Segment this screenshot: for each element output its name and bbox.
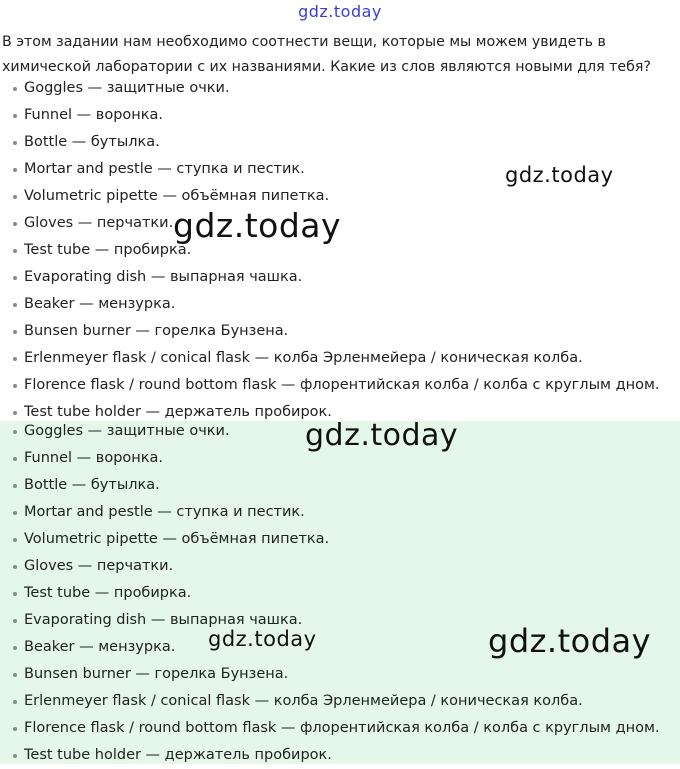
bullet-icon [13,754,17,758]
list-item [0,372,680,399]
bullet-icon [13,411,17,415]
top-watermark: gdz.today [298,2,382,21]
bullet-icon [13,114,17,118]
list-item [0,75,680,102]
list-item-text: Florence flask / round bottom flask — флорентийская колба / колба с круглым дном. [24,377,660,393]
list-item [0,661,680,688]
watermark: gdz.today [305,418,459,453]
bullet-icon [13,87,17,91]
list-item-text: Evaporating dish — выпарная чашка. [24,612,303,628]
bullet-icon [13,673,17,677]
bullet-icon [13,619,17,623]
list-item-text: Mortar and pestle — ступка и пестик. [24,504,305,520]
list-item-text: Mortar and pestle — ступка и пестик. [24,161,305,177]
list-item-text: Test tube — пробирка. [24,242,192,258]
bullet-icon [13,330,17,334]
list-item [0,129,680,156]
watermark: gdz.today [505,163,614,187]
bullet-icon [13,168,17,172]
intro-paragraph: В этом задании нам необходимо соотнести вещи, которые мы можем увидеть в химической лаборатории с их названиями. Какие из слов являются новыми для тебя? [2,34,651,75]
list-item-text: Beaker — мензурка. [24,639,176,655]
list-item-text: Volumetric pipette — объёмная пипетка. [24,531,330,547]
bullet-icon [13,646,17,650]
bullet-icon [13,195,17,199]
list-item [0,291,680,318]
bullet-icon [13,511,17,515]
watermark: gdz.today [173,206,342,245]
list-item [0,553,680,580]
bullet-icon [13,430,17,434]
list-item-text: Beaker — мензурка. [24,296,176,312]
list-item [0,345,680,372]
list-item-text: Bunsen burner — горелка Бунзена. [24,666,289,682]
list-item-text: Bottle — бутылка. [24,134,160,150]
bullet-icon [13,484,17,488]
list-item-text: Gloves — перчатки. [24,558,174,574]
list-item-text: Erlenmeyer flask / conical flask — колба Эрленмейера / коническая колба. [24,350,583,366]
watermark: gdz.today [208,627,317,651]
list-item-text: Erlenmeyer flask / conical flask — колба Эрленмейера / коническая колба. [24,693,583,709]
bullet-icon [13,700,17,704]
bullet-icon [13,303,17,307]
bullet-icon [13,565,17,569]
list-item-text: Goggles — защитные очки. [24,423,230,439]
list-item-text: Test tube holder — держатель пробирок. [24,747,332,763]
list-item [0,742,680,769]
bullet-icon [13,457,17,461]
bullet-icon [13,141,17,145]
bullet-icon [13,592,17,596]
vocabulary-list-highlighted [0,418,680,769]
list-item [0,102,680,129]
bullet-icon [13,357,17,361]
bullet-icon [13,276,17,280]
list-item-text: Test tube — пробирка. [24,585,192,601]
list-item [0,318,680,345]
list-item [0,472,680,499]
list-item-text: Volumetric pipette — объёмная пипетка. [24,188,330,204]
bullet-icon [13,727,17,731]
list-item-text: Test tube holder — держатель пробирок. [24,404,332,420]
watermark: gdz.today [488,622,652,660]
list-item-text: Goggles — защитные очки. [24,80,230,96]
list-item [0,688,680,715]
list-item [0,715,680,742]
list-item-text: Evaporating dish — выпарная чашка. [24,269,303,285]
list-item [0,526,680,553]
bullet-icon [13,538,17,542]
list-item-text: Florence flask / round bottom flask — флорентийская колба / колба с круглым дном. [24,720,660,736]
list-item-text: Bottle — бутылка. [24,477,160,493]
list-item [0,499,680,526]
list-item-text: Funnel — воронка. [24,450,164,466]
bullet-icon [13,249,17,253]
list-item [0,264,680,291]
list-item-text: Funnel — воронка. [24,107,164,123]
list-item-text: Bunsen burner — горелка Бунзена. [24,323,289,339]
bullet-icon [13,222,17,226]
vocabulary-list [0,75,680,426]
list-item-text: Gloves — перчатки. [24,215,174,231]
bullet-icon [13,384,17,388]
list-item [0,580,680,607]
